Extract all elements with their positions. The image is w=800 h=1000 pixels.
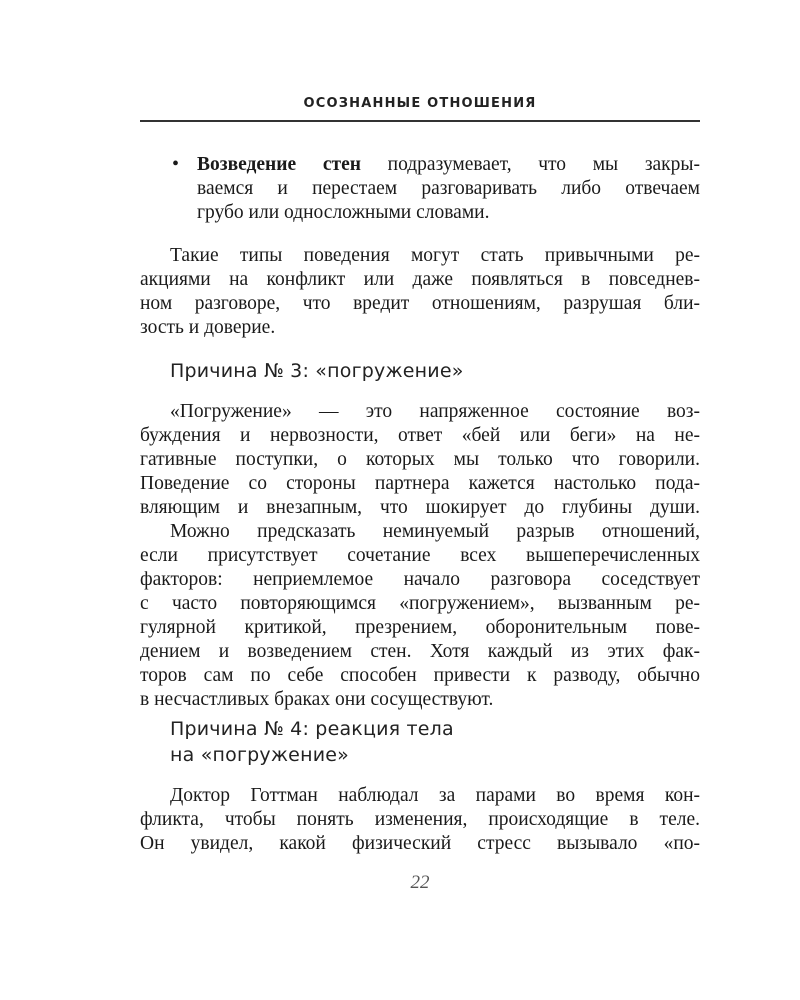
- bullet-term: Возведение стен: [197, 154, 361, 175]
- para4-line-3: Он увидел, какой физический стресс вызывало «по-: [140, 833, 700, 854]
- para4-line-1: Доктор Готтман наблюдал за парами во время кон-: [170, 785, 700, 806]
- para3-line-5: гулярной критикой, презрением, оборонительным пове-: [140, 617, 700, 638]
- para1-line-2: акциями на конфликт или даже появляться в повседнев-: [140, 269, 700, 290]
- bullet-line-2: ваемся и перестаем разговаривать либо отвечаем: [197, 178, 700, 199]
- para3-line-3: факторов: неприемлемое начало разговора соседствует: [140, 569, 700, 590]
- para1-line-4: зость и доверие.: [140, 317, 276, 338]
- bullet-line-1-rest: подразумевает, что мы закры-: [387, 154, 700, 175]
- bullet-line-1: [197, 153, 700, 177]
- section-heading-4-line-2: на «погружение»: [170, 744, 349, 766]
- header-rule: [140, 120, 700, 122]
- para4-line-2: фликта, чтобы понять изменения, происходящие в теле.: [140, 809, 700, 830]
- para3-line-8: в несчастливых браках они сосуществуют.: [140, 689, 494, 710]
- section-heading-4-line-1: Причина № 4: реакция тела: [170, 718, 454, 740]
- para3-line-2: если присутствует сочетание всех вышеперечисленных: [140, 545, 700, 566]
- para2-line-5: вляющим и внезапным, что шокирует до глубины души.: [140, 497, 700, 518]
- para3-line-1: Можно предсказать неминуемый разрыв отношений,: [170, 521, 700, 542]
- para3-line-4: с часто повторяющимся «погружением», вызванным ре-: [140, 593, 700, 614]
- section-heading-3: Причина № 3: «погружение»: [170, 360, 464, 382]
- bullet-mark: •: [172, 153, 180, 175]
- para2-line-1: «Погружение» — это напряженное состояние воз-: [170, 401, 700, 422]
- para3-line-6: дением и возведением стен. Хотя каждый из этих фак-: [140, 641, 700, 662]
- running-header: ОСОЗНАННЫЕ ОТНОШЕНИЯ: [303, 96, 537, 111]
- para3-line-7: торов сам по себе способен привести к разводу, обычно: [140, 665, 700, 686]
- para1-line-1: Такие типы поведения могут стать привычными ре-: [170, 245, 700, 266]
- para2-line-4: Поведение со стороны партнера кажется настолько пода-: [140, 473, 700, 494]
- para1-line-3: ном разговоре, что вредит отношениям, разрушая бли-: [140, 293, 700, 314]
- para2-line-2: буждения и нервозности, ответ «бей или беги» на не-: [140, 425, 700, 446]
- para2-line-3: гативные поступки, о которых мы только что говорили.: [140, 449, 700, 470]
- bullet-line-3: грубо или односложными словами.: [197, 202, 490, 223]
- page-number: 22: [410, 872, 430, 893]
